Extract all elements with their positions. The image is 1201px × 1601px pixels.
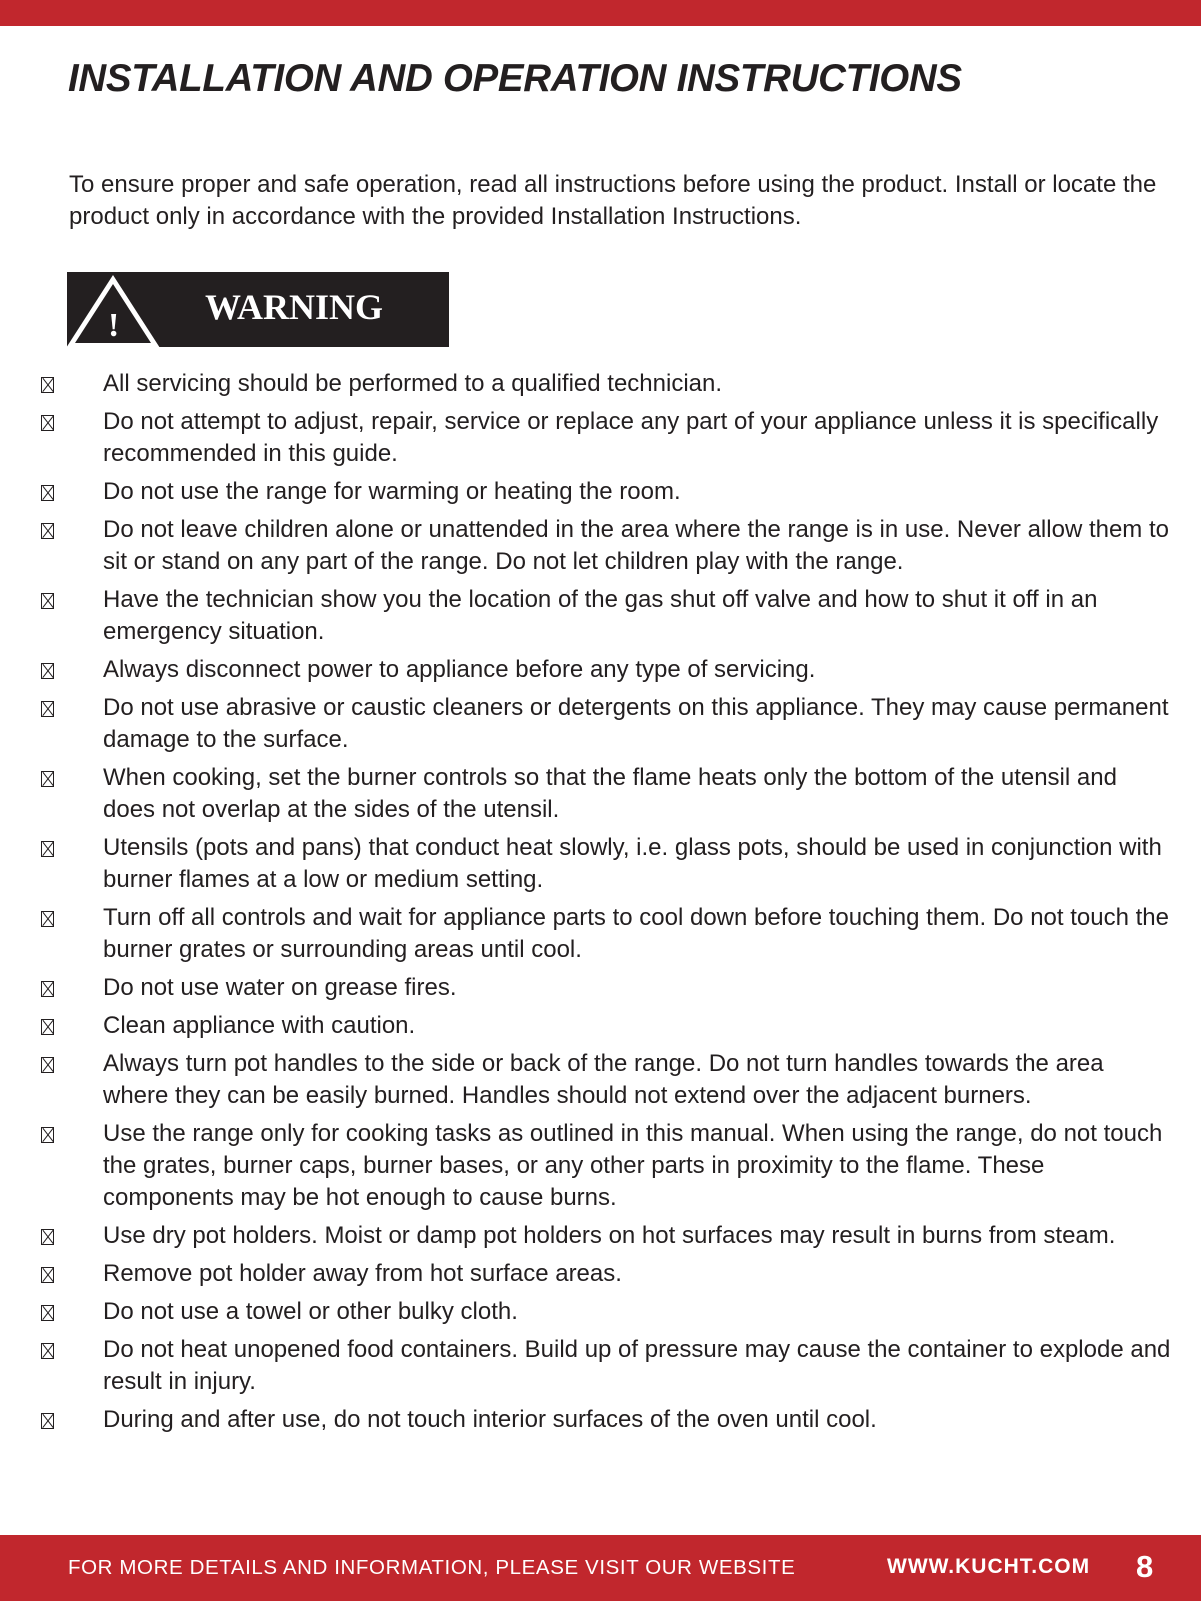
list-item [0, 1334, 1201, 1398]
checkbox-bullet-icon [41, 771, 54, 787]
list-item-text: Do not use abrasive or caustic cleaners or detergents on this appliance. They may cause permanent damage to the surface. [103, 694, 1169, 753]
warning-banner [67, 272, 449, 347]
list-item-text: During and after use, do not touch interior surfaces of the oven until cool. [103, 1406, 877, 1433]
list-item-text: Remove pot holder away from hot surface areas. [103, 1260, 622, 1287]
list-item-text: All servicing should be performed to a qualified technician. [103, 370, 723, 397]
list-item-text: Do not attempt to adjust, repair, service or replace any part of your appliance unless it is specifically recommended in this guide. [103, 408, 1159, 467]
checkbox-bullet-icon [41, 981, 54, 997]
top-accent-bar [0, 0, 1201, 26]
list-item [0, 692, 1201, 756]
list-item [0, 406, 1201, 470]
page-number: 8 [1136, 1549, 1154, 1584]
list-item-text: Use the range only for cooking tasks as outlined in this manual. When using the range, do not touch the grates, burner caps, burner bases, or any other parts in proximity to the flame. These components may be hot enough to cause burns. [103, 1120, 1163, 1211]
list-item [0, 654, 1201, 686]
list-item-text: Do not use water on grease fires. [103, 974, 457, 1001]
list-item-text: Turn off all controls and wait for appliance parts to cool down before touching them. Do not touch the burner grates or surrounding areas until cool. [103, 904, 1169, 963]
checkbox-bullet-icon [41, 1127, 54, 1143]
checkbox-bullet-icon [41, 663, 54, 679]
list-item [0, 1258, 1201, 1290]
list-item [0, 762, 1201, 826]
footer-bar [0, 1535, 1201, 1601]
list-item [0, 1048, 1201, 1112]
checkbox-bullet-icon [41, 1305, 54, 1321]
list-item-text: When cooking, set the burner controls so that the flame heats only the bottom of the utensil and does not overlap at the sides of the utensil. [103, 764, 1117, 823]
list-item [0, 368, 1201, 400]
list-item-text: Have the technician show you the location of the gas shut off valve and how to shut it off in an emergency situation. [103, 586, 1098, 645]
list-item [0, 1220, 1201, 1252]
warning-list [0, 368, 1201, 1442]
list-item [0, 1010, 1201, 1042]
list-item [0, 1118, 1201, 1214]
list-item-text: Always disconnect power to appliance before any type of servicing. [103, 656, 816, 683]
list-item-text: Use dry pot holders. Moist or damp pot holders on hot surfaces may result in burns from steam. [103, 1222, 1116, 1249]
website-link[interactable]: WWW.KUCHT.COM [887, 1555, 1091, 1578]
list-item [0, 902, 1201, 966]
checkbox-bullet-icon [41, 1343, 54, 1359]
list-item [0, 1404, 1201, 1436]
checkbox-bullet-icon [41, 523, 54, 539]
checkbox-bullet-icon [41, 701, 54, 717]
warning-label: WARNING [205, 287, 384, 327]
intro-paragraph: To ensure proper and safe operation, read all instructions before using the product. Install or locate the product only in accordance with the provided Installation Instructions. [69, 171, 1157, 230]
warning-exclamation: ! [108, 307, 120, 344]
list-item [0, 514, 1201, 578]
list-item-text: Always turn pot handles to the side or back of the range. Do not turn handles towards the area where they can be easily burned. Handles should not extend over the adjacent burners. [103, 1050, 1104, 1109]
list-item [0, 972, 1201, 1004]
list-item [0, 832, 1201, 896]
checkbox-bullet-icon [41, 377, 54, 393]
checkbox-bullet-icon [41, 1229, 54, 1245]
list-item-text: Do not use a towel or other bulky cloth. [103, 1298, 518, 1325]
checkbox-bullet-icon [41, 1267, 54, 1283]
list-item-text: Do not use the range for warming or heating the room. [103, 478, 681, 505]
checkbox-bullet-icon [41, 911, 54, 927]
list-item-text: Do not heat unopened food containers. Build up of pressure may cause the container to explode and result in injury. [103, 1336, 1171, 1395]
list-item [0, 1296, 1201, 1328]
checkbox-bullet-icon [41, 1019, 54, 1035]
list-item-text: Do not leave children alone or unattended in the area where the range is in use. Never allow them to sit or stand on any part of the range. Do not let children play with the range. [103, 516, 1169, 575]
page-title: INSTALLATION AND OPERATION INSTRUCTIONS [68, 57, 962, 100]
warning-banner-graphic [67, 272, 449, 347]
list-item [0, 584, 1201, 648]
list-item-text: Clean appliance with caution. [103, 1012, 416, 1039]
list-item-text: Utensils (pots and pans) that conduct heat slowly, i.e. glass pots, should be used in conjunction with burner flames at a low or medium setting. [103, 834, 1162, 893]
checkbox-bullet-icon [41, 1413, 54, 1429]
footer-text: FOR MORE DETAILS AND INFORMATION, PLEASE VISIT OUR WEBSITE [68, 1556, 796, 1579]
checkbox-bullet-icon [41, 593, 54, 609]
list-item [0, 476, 1201, 508]
checkbox-bullet-icon [41, 1057, 54, 1073]
checkbox-bullet-icon [41, 485, 54, 501]
checkbox-bullet-icon [41, 841, 54, 857]
checkbox-bullet-icon [41, 415, 54, 431]
